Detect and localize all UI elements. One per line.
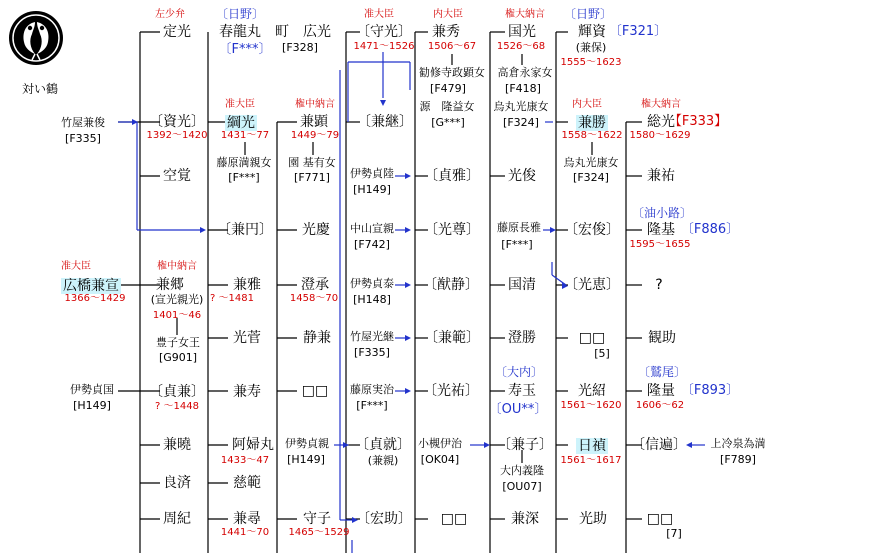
node-c8r4: ? (655, 277, 663, 293)
node-c3r5: 静兼 (303, 330, 331, 346)
node-c2r0r: [F328] (282, 41, 318, 54)
node-c3r7b: [H149] (287, 453, 325, 466)
adoption-ref-arrow-0 (405, 173, 411, 179)
node-c6r3a: 藤原長雅 (497, 221, 541, 234)
node-c5r7b: [OK04] (420, 453, 460, 466)
node-c5r5: 〔兼範〕 (424, 330, 480, 346)
node-c6r6g: 〔大内〕 (494, 365, 544, 379)
node-o2: 広橋兼宣 (63, 278, 119, 294)
node-c3r2a: 園 基有女 (288, 156, 336, 169)
node-c1r1: 〔資光〕 (149, 114, 205, 130)
node-c2r9: 兼尋 (233, 511, 261, 527)
node-c6r0t: 権大納言 (505, 9, 545, 20)
node-c2r1d: 1431〜77 (220, 130, 270, 141)
node-c6r7: 〔兼子〕 (497, 437, 553, 453)
node-c4r4b: [H148] (353, 293, 391, 306)
node-c6r0: 国光 (508, 24, 536, 40)
crest-label: 対い鶴 (22, 82, 59, 96)
node-c7r7d: 1561〜1617 (560, 455, 622, 466)
node-c7r1t: 内大臣 (572, 99, 602, 110)
node-c1r6: 〔貞兼〕 (149, 384, 205, 400)
node-c3r1t: 権中納言 (295, 99, 335, 110)
node-c3r9d: 1465〜1529 (288, 527, 350, 538)
node-c2r5: 光菅 (233, 330, 261, 346)
node-c4r5b: [F335] (354, 346, 390, 359)
node-c2r7d: 1433〜47 (220, 455, 270, 466)
node-c4r7s: (兼親) (367, 454, 399, 467)
node-c7r0f: 〔F321〕 (608, 24, 668, 39)
node-c1r9: 周紀 (163, 511, 191, 527)
node-c2r6: 兼寿 (233, 384, 261, 400)
node-c5r7a: 小槻伊治 (418, 437, 462, 450)
node-o4a: 上冷泉為満 (710, 437, 766, 450)
node-c8r6f: 〔F893〕 (680, 383, 740, 398)
node-c1r0t: 左少弁 (155, 9, 185, 20)
node-c2r3: 〔兼円〕 (217, 222, 273, 238)
node-c8r9b: [7] (666, 527, 682, 540)
node-c8r2: 兼祐 (647, 168, 675, 184)
node-c3r7a: 伊勢貞親 (285, 437, 329, 450)
node-c7r5b: [5] (594, 347, 610, 360)
node-c7r1: 兼勝 (578, 115, 606, 131)
node-c6r1b: [F324] (503, 116, 539, 129)
node-c3r1: 兼顕 (300, 114, 328, 130)
node-c4r6a: 藤原実治 (350, 383, 394, 396)
adoption-ref-arrow-4 (405, 388, 411, 394)
node-c5r1a: 源 隆益女 (419, 100, 475, 113)
node-c8r5: 観助 (648, 330, 676, 346)
node-c8r3d: 1595〜1655 (629, 239, 691, 250)
node-c2r0f: 〔F***〕 (218, 42, 272, 57)
node-c4r2b: [H149] (353, 183, 391, 196)
node-c6r0b: [F418] (505, 82, 541, 95)
node-c1r4d: 1401〜46 (152, 310, 202, 321)
node-c3r9: 守子 (303, 511, 331, 527)
node-c8r3: 隆基 (647, 222, 675, 238)
node-c1r5b: [G901] (158, 351, 198, 364)
node-c2r0: 春龍丸 町 広光 (219, 24, 331, 40)
node-o2t: 准大臣 (61, 261, 91, 272)
node-c2r1: 綱光 (227, 115, 255, 131)
adoption-ref-arrow-3 (405, 335, 411, 341)
node-c7r0d: 1555〜1623 (560, 57, 622, 68)
node-c3r4d: 1458〜70 (289, 293, 339, 304)
node-c6r3b: [F***] (501, 238, 533, 251)
node-c6r7a: 大内義隆 (500, 464, 544, 477)
node-c2r7: 阿婦丸 (232, 437, 274, 453)
node-c8r6: 隆量 (647, 383, 675, 399)
node-c7r0s: (兼保) (575, 41, 607, 54)
node-c4r0: 〔守光〕 (356, 24, 412, 40)
node-c7r6d: 1561〜1620 (560, 400, 622, 411)
node-c8r9: □□ (646, 511, 674, 527)
adoption-arrow-2 (200, 227, 206, 233)
node-c6r6f: 〔OU**〕 (488, 402, 548, 417)
node-c4r5a: 竹屋光継 (350, 330, 394, 343)
node-c5r2: 〔貞雅〕 (424, 168, 480, 184)
node-c4r3b: [F742] (354, 238, 390, 251)
node-c5r0d: 1506〜67 (427, 41, 477, 52)
node-c4r0t: 准大臣 (364, 9, 394, 20)
node-c3r3: 光慶 (302, 222, 330, 238)
node-c7r6: 光紹 (578, 383, 606, 399)
node-c2r8: 慈範 (233, 475, 261, 491)
node-c6r5: 澄勝 (508, 330, 536, 346)
adoption-ref-arrow-2 (405, 282, 411, 288)
node-c3r1d: 1449〜79 (290, 130, 340, 141)
node-c7r9: 光助 (579, 511, 607, 527)
node-c2r4: 兼雅 (233, 277, 261, 293)
node-c5r6: 〔光祐〕 (423, 383, 479, 399)
node-c7r7: 日禎 (578, 438, 606, 454)
node-c2r0g: 〔日野〕 (215, 7, 265, 21)
node-c1r4: 兼郷 (156, 277, 184, 293)
node-c1r1d: 1392〜1420 (146, 130, 208, 141)
node-c7r2a: 烏丸光康女 (563, 156, 619, 169)
node-c5r1b: [G***] (431, 116, 465, 129)
adoption-ref-arrow-1 (405, 227, 411, 233)
node-o4b: [F789] (720, 453, 756, 466)
node-o1b: [F335] (65, 132, 101, 145)
node-c5r0a: 勧修寺政顕女 (419, 66, 485, 79)
node-c6r9: 兼深 (511, 511, 539, 527)
node-c3r4: 澄承 (301, 277, 329, 293)
node-c7r1d: 1558〜1622 (561, 130, 623, 141)
node-c8r1t: 権大納言 (641, 99, 681, 110)
node-c1r2: 空覚 (163, 168, 191, 184)
adoption-ref-arrow-6 (484, 442, 490, 448)
node-c3r2b: [F771] (294, 171, 330, 184)
node-c8r1: 総光 (647, 114, 675, 130)
node-c1r6d: ? 〜1448 (155, 401, 199, 412)
node-c5r0t: 内大臣 (433, 9, 463, 20)
node-c2r4d: ? 〜1481 (210, 293, 254, 304)
node-c1r4t: 権中納言 (157, 261, 197, 272)
node-c1r7: 兼曉 (163, 437, 191, 453)
node-c5r4: 〔猷静〕 (423, 277, 479, 293)
node-o3a: 伊勢貞国 (70, 383, 114, 396)
node-c2r1t: 准大臣 (225, 99, 255, 110)
node-c6r6: 寿玉 (508, 383, 536, 399)
node-c7r4: 〔光恵〕 (564, 277, 620, 293)
node-c7r5: □□ (578, 330, 606, 346)
node-c5r9: □□ (440, 511, 468, 527)
node-c6r1a: 烏丸光康女 (493, 100, 549, 113)
node-c3r6: □□ (301, 383, 329, 399)
node-c1r4s: (宣光親光) (150, 293, 204, 306)
node-c2r2b: [F***] (228, 171, 260, 184)
node-c4r4a: 伊勢貞泰 (350, 277, 394, 290)
node-c2r2a: 藤原満親女 (216, 156, 272, 169)
node-c4r0d: 1471〜1526 (353, 41, 415, 52)
node-c8r3g: 〔油小路〕 (631, 206, 693, 220)
node-c4r7: 〔貞就〕 (355, 437, 411, 453)
node-c4r9: 〔宏助〕 (356, 511, 412, 527)
node-c6r7b: [OU07] (502, 480, 542, 493)
node-c8r1d: 1580〜1629 (629, 130, 691, 141)
node-c5r0b: [F479] (430, 82, 466, 95)
node-c8r6g: 〔鷲尾〕 (637, 365, 687, 379)
node-c7r2b: [F324] (573, 171, 609, 184)
node-o2d: 1366〜1429 (64, 293, 126, 304)
node-c4r1: 〔兼継〕 (357, 114, 413, 130)
node-c8r6d: 1606〜62 (635, 400, 685, 411)
node-c6r4: 国清 (508, 277, 536, 293)
node-c1r8: 良済 (163, 475, 191, 491)
node-c5r0: 兼秀 (432, 24, 460, 40)
node-c1r5a: 豊子女王 (156, 336, 200, 349)
node-c7r3: 〔宏俊〕 (564, 222, 620, 238)
node-c5r3: 〔光尊〕 (424, 222, 480, 238)
node-c8r3f: 〔F886〕 (680, 222, 740, 237)
node-c8r7: 〔信遍〕 (631, 437, 687, 453)
node-c6r2: 光俊 (508, 168, 536, 184)
node-c4r6b: [F***] (356, 399, 388, 412)
node-c7r0: 輝資 (578, 24, 606, 40)
node-o1a: 竹屋兼俊 (61, 116, 105, 129)
node-c1r0: 定光 (163, 24, 191, 40)
node-o3b: [H149] (73, 399, 111, 412)
adoption-ref-arrow-7 (550, 227, 556, 233)
node-c2r9d: 1441〜70 (220, 527, 270, 538)
node-c4r2a: 伊勢貞陸 (350, 167, 394, 180)
node-c4r3a: 中山宣親 (350, 222, 394, 235)
node-c7r0g: 〔日野〕 (563, 7, 613, 21)
node-c8r1f: 【F333】 (668, 114, 728, 129)
node-c6r0a: 高倉永家女 (497, 66, 553, 79)
node-c6r0d: 1526〜68 (496, 41, 546, 52)
adoption-arrow-3 (380, 100, 386, 106)
